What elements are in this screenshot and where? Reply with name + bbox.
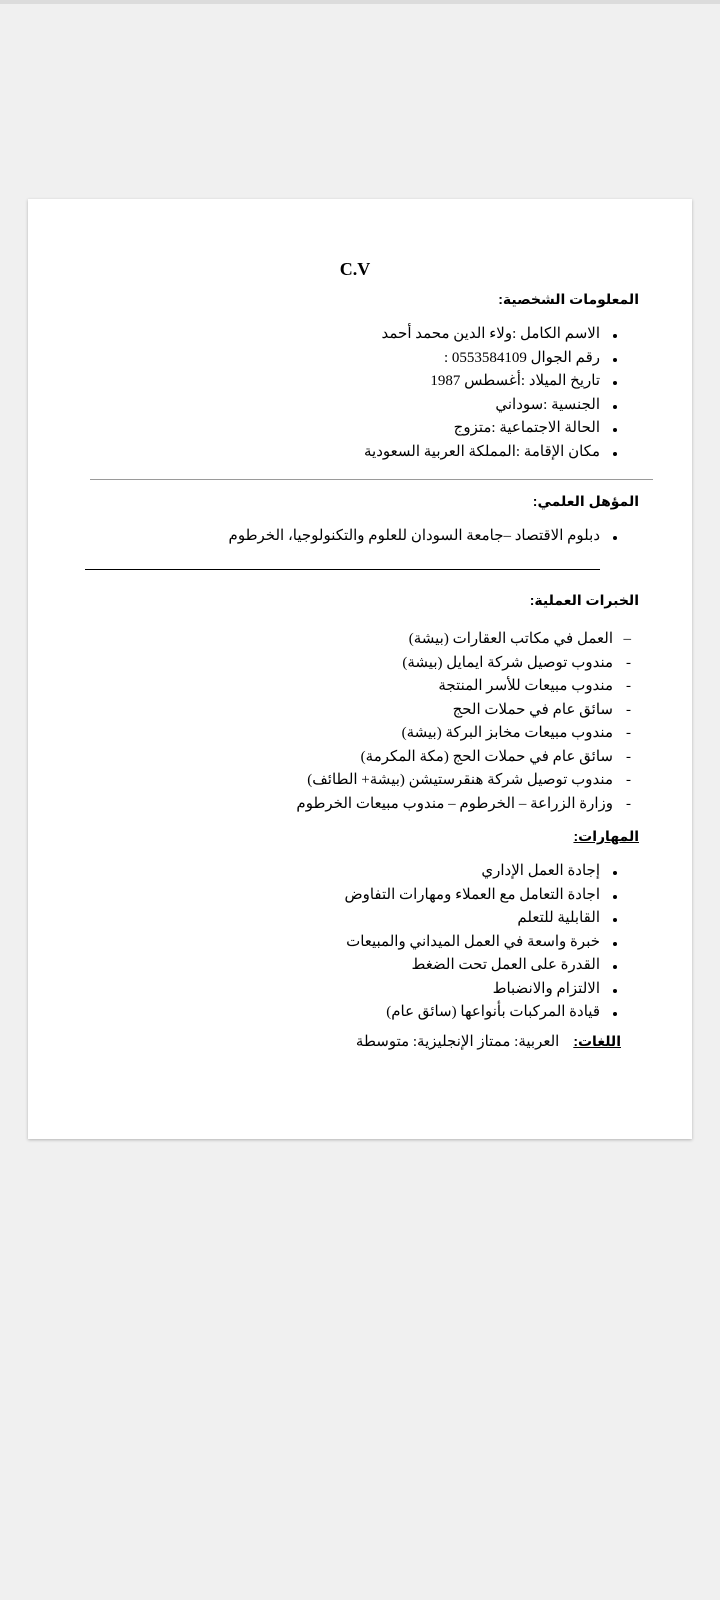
languages-line: [356, 1032, 621, 1051]
education-heading: المؤهل العلمي:: [532, 493, 639, 509]
list-item: -مندوب توصيل شركة ايمايل (بيشة): [296, 652, 631, 676]
languages-label: اللغات:: [573, 1033, 621, 1049]
dash-marker: -: [626, 748, 631, 765]
list-item: –العمل في مكاتب العقارات (بيشة): [296, 628, 631, 652]
list-item: الالتزام والانضباط: [344, 978, 617, 1002]
list-item: رقم الجوال 0553584109 :: [364, 347, 617, 371]
list-item: قيادة المركبات بأنواعها (سائق عام): [344, 1001, 617, 1025]
list-item: -مندوب مبيعات للأسر المنتجة: [296, 675, 631, 699]
dash-marker: -: [626, 701, 631, 718]
list-item: إجادة العمل الإداري: [344, 860, 617, 884]
document-page: [28, 199, 692, 1139]
list-item: اجادة التعامل مع العملاء ومهارات التفاوض: [344, 884, 617, 908]
dash-marker: –: [623, 631, 631, 647]
education-list: [229, 525, 617, 549]
top-bar: [0, 0, 720, 4]
list-item: دبلوم الاقتصاد –جامعة السودان للعلوم والتكنولوجيا، الخرطوم: [229, 525, 617, 549]
list-item: خبرة واسعة في العمل الميداني والمبيعات: [344, 931, 617, 955]
divider: [85, 569, 600, 570]
list-item: الحالة الاجتماعية :متزوج: [364, 417, 617, 441]
list-item: -مندوب توصيل شركة هنقرستيشن (بيشة+ الطائف): [296, 769, 631, 793]
divider: [90, 479, 653, 480]
list-item: الجنسية :سوداني: [364, 394, 617, 418]
experience-list: [296, 628, 631, 816]
list-item: -مندوب مبيعات مخابز البركة (بيشة): [296, 722, 631, 746]
experience-heading: الخبرات العملية:: [529, 592, 639, 608]
list-item: القدرة على العمل تحت الضغط: [344, 954, 617, 978]
dash-marker: -: [626, 654, 631, 671]
skills-heading: المهارات:: [573, 828, 639, 844]
list-item: -سائق عام في حملات الحج (مكة المكرمة): [296, 746, 631, 770]
dash-marker: -: [626, 772, 631, 788]
skills-list: [344, 860, 617, 1025]
list-item: الاسم الكامل :ولاء الدين محمد أحمد: [364, 323, 617, 347]
personal-info-heading: المعلومات الشخصية:: [498, 291, 639, 307]
list-item: القابلية للتعلم: [344, 907, 617, 931]
dash-marker: -: [626, 678, 631, 694]
list-item: -سائق عام في حملات الحج: [296, 699, 631, 723]
dash-marker: -: [626, 725, 631, 741]
personal-info-list: [364, 323, 617, 464]
list-item: تاريخ الميلاد :أغسطس 1987: [364, 370, 617, 394]
list-item: مكان الإقامة :المملكة العربية السعودية: [364, 441, 617, 465]
languages-value: العربية: ممتاز الإنجليزية: متوسطة: [355, 1034, 560, 1050]
dash-marker: -: [626, 795, 631, 812]
list-item: -وزارة الزراعة – الخرطوم – مندوب مبيعات الخرطوم: [296, 793, 631, 817]
cv-title: C.V: [339, 259, 371, 279]
